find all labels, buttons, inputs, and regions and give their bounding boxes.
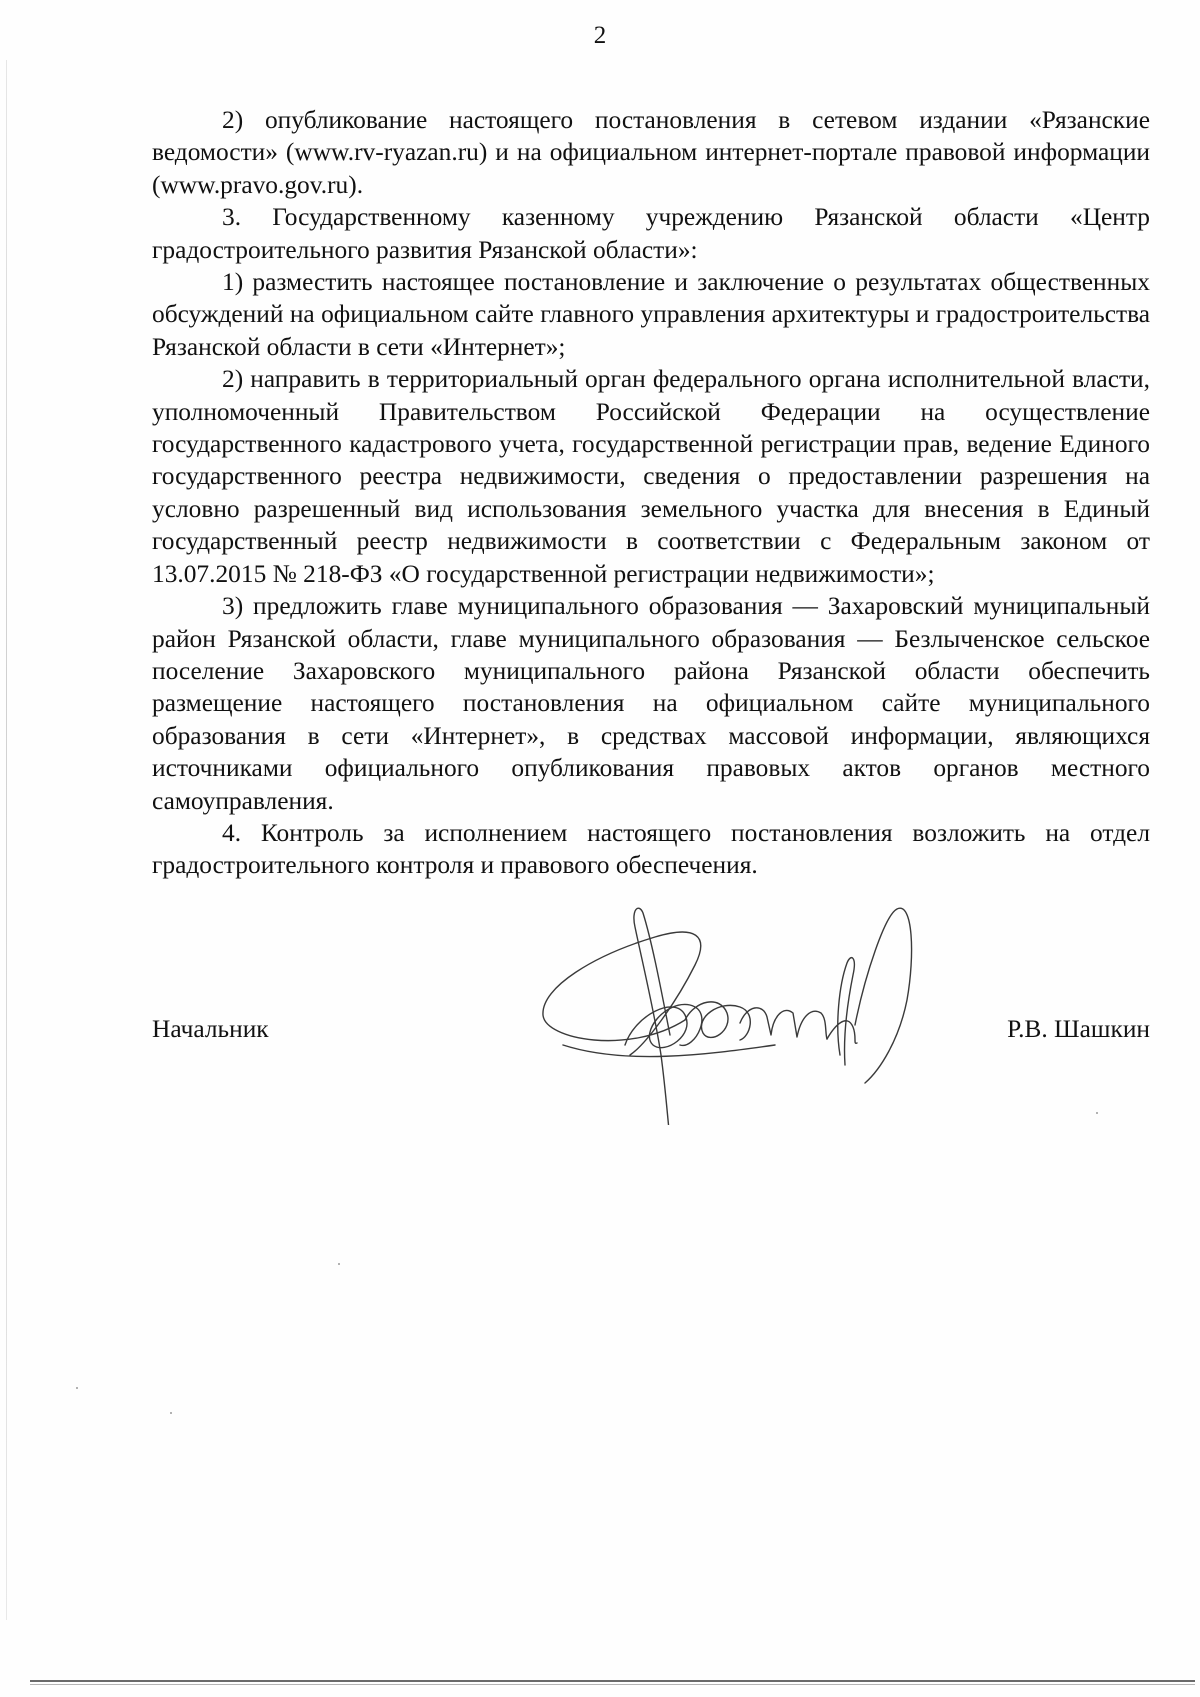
- scan-speck: [1096, 1112, 1098, 1114]
- paragraph-item-3: 3. Государственному казенному учреждению Рязанской области «Центр градостроительного развития Рязанской области»:: [152, 203, 1150, 264]
- paragraph-item-4: 4. Контроль за исполнением настоящего постановления возложить на отдел градостроительного контроля и правового обеспечения.: [152, 818, 1150, 880]
- scan-edge-bottom-shadow: [30, 1684, 1195, 1685]
- scan-speck: [338, 1263, 340, 1265]
- paragraph-item-3-2: 2) направить в территориальный орган федерального органа исполнительной власти, уполномоченный Правительством Российской Федерации на осуществление государственного кадастрового учета, государственной регистрации прав, ведение Единого государственного реестра недвижимости, сведения о предоставлении разрешения на условно разрешенный вид использования земельного участка для внесения в Единый государственный реестр недвижимости в соответствии с Федеральным законом от 13.07.2015 № 218-ФЗ «О государственной регистрации недвижимости»;: [152, 365, 1150, 588]
- paragraph-item-3-3: 3) предложить главе муниципального образования — Захаровский муниципальный район Рязанской области, главе муниципального образования — Безлыченское сельское поселение Захаровского муниципального района Рязанской области обеспечить размещение настоящего постановления на официальном сайте муниципального образования в сети «Интернет», в средствах массовой информации, являющихся источниками официального опубликования правовых актов органов местного самоуправления.: [152, 592, 1150, 815]
- signer-position: Начальник: [152, 1015, 269, 1043]
- page-number: 2: [593, 22, 607, 49]
- scan-edge-left: [6, 60, 7, 1620]
- handwritten-signature: [535, 905, 935, 1125]
- scan-speck: [170, 1412, 172, 1414]
- scan-edge-bottom: [30, 1680, 1195, 1682]
- signer-name: Р.В. Шашкин: [1007, 1015, 1150, 1043]
- scan-speck: [76, 1387, 78, 1389]
- document-body: [152, 104, 1150, 882]
- paragraph-item-3-1: 1) разместить настоящее постановление и заключение о результатах общественных обсуждений на официальном сайте главного управления архитектуры и градостроительства Рязанской области в сети «Интернет»;: [152, 268, 1150, 361]
- paragraph-publication: 2) опубликование настоящего постановления в сетевом издании «Рязанские ведомости» (www.rv-ryazan.ru) и на официальном интернет-портале правовой информации (www.pravo.gov.ru).: [152, 106, 1150, 199]
